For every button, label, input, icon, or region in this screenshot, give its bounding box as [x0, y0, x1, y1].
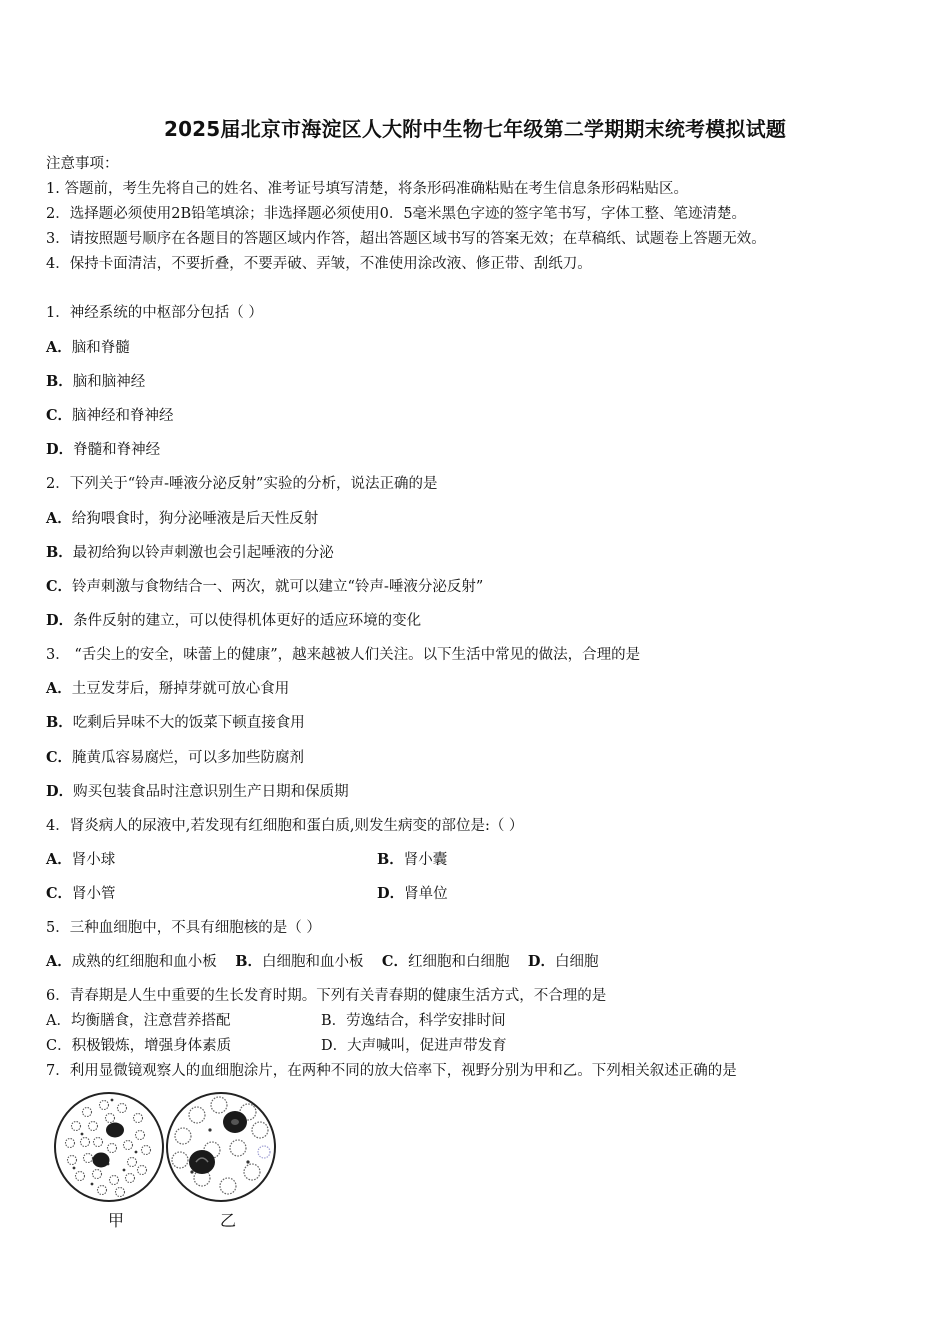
question-3-option-b: [46, 711, 305, 732]
question-3-option-a: [46, 677, 289, 698]
question-4-option-b: [377, 848, 447, 869]
question-5-options: [46, 950, 598, 971]
question-2-option-a: [46, 507, 318, 528]
blood-cell-microscope-figure: [52, 1090, 282, 1230]
question-2-stem: 2．下列关于“铃声-唾液分泌反射”实验的分析，说法正确的是: [46, 476, 438, 492]
option-text: 给狗喂食时，狗分泌唾液是后天性反射: [71, 511, 319, 527]
notice-item: 2．选择题必须使用2B铅笔填涂；非选择题必须使用0．5毫米黑色字迹的签字笔书写，字体工整、笔迹清楚。: [46, 206, 747, 222]
question-3-option-c: [46, 746, 304, 767]
option-label: C．: [381, 953, 408, 970]
option-label: B．: [377, 851, 404, 868]
option-label: A．: [46, 339, 72, 356]
question-2-option-d: [46, 609, 421, 630]
option-label: D．: [377, 885, 405, 902]
field-yi: [167, 1093, 275, 1201]
question-5-stem: 5．三种血细胞中，不具有细胞核的是（ ）: [46, 920, 321, 936]
question-1-option-b: [46, 370, 145, 391]
option-label: D．: [46, 783, 74, 800]
question-4-stem: 4．肾炎病人的尿液中,若发现有红细胞和蛋白质,则发生病变的部位是:（ ）: [46, 818, 524, 834]
option-label: D．: [46, 441, 74, 458]
option-label: A．: [46, 953, 72, 970]
option-text: 铃声刺激与食物结合一、两次，就可以建立“铃声-唾液分泌反射”: [72, 579, 484, 595]
option-text: 白细胞: [554, 954, 599, 970]
question-6-option-a: A．均衡膳食，注意营养搭配: [46, 1013, 231, 1029]
option-label: C．: [46, 749, 73, 766]
question-6-option-b: B．劳逸结合，科学安排时间: [321, 1013, 506, 1029]
question-1-option-d: [46, 438, 160, 459]
question-1-stem: 1．神经系统的中枢部分包括（ ）: [46, 305, 263, 321]
question-4-option-a: [46, 848, 115, 869]
notice-heading: 注意事项：: [46, 156, 119, 172]
option-text: 最初给狗以铃声刺激也会引起唾液的分泌: [72, 545, 334, 561]
option-label: B．: [46, 544, 73, 561]
option-text: 条件反射的建立，可以使得机体更好的适应环境的变化: [73, 613, 422, 629]
question-1-option-a: [46, 336, 130, 357]
question-3-stem: 3． “舌尖上的安全，味蕾上的健康”，越来越被人们关注。以下生活中常见的做法，合理的是: [46, 647, 641, 663]
option-text: 土豆发芽后，掰掉芽就可放心食用: [71, 681, 290, 697]
option-text: 肾小球: [71, 852, 116, 868]
notice-item: 4．保持卡面清洁，不要折叠，不要弄破、弄皱，不准使用涂改液、修正带、刮纸刀。: [46, 256, 592, 272]
notice-item: 1. 答题前，考生先将自己的姓名、准考证号填写清楚，将条形码准确粘贴在考生信息条形码粘贴区。: [46, 181, 688, 197]
option-label: A．: [46, 510, 72, 527]
option-label: B．: [46, 714, 73, 731]
figure-label-jia: 甲: [108, 1211, 125, 1230]
microscope-fields: [52, 1090, 282, 1205]
option-label: C．: [46, 578, 73, 595]
question-3-option-d: [46, 780, 349, 801]
option-text: 腌黄瓜容易腐烂，可以多加些防腐剂: [72, 750, 305, 766]
question-4-option-c: [46, 882, 116, 903]
question-6-option-d: D．大声喊叫，促进声带发育: [321, 1038, 507, 1054]
option-text: 脊髓和脊神经: [73, 442, 161, 458]
option-text: 吃剩后异味不大的饭菜下顿直接食用: [72, 715, 305, 731]
question-4-option-d: [377, 882, 448, 903]
question-6-option-c: C．积极锻炼，增强身体素质: [46, 1038, 232, 1054]
option-text: 脑和脊髓: [71, 340, 130, 356]
option-label: C．: [46, 407, 73, 424]
option-text: 成熟的红细胞和血小板: [71, 954, 217, 970]
option-text: 脑和脑神经: [72, 374, 146, 390]
question-6-stem: 6．青春期是人生中重要的生长发育时期。下列有关青春期的健康生活方式，不合理的是: [46, 988, 607, 1004]
field-jia: [55, 1093, 163, 1201]
option-text: 肾小囊: [403, 852, 448, 868]
option-label: D．: [46, 612, 74, 629]
option-label: A．: [46, 680, 72, 697]
option-text: 购买包装食品时注意识别生产日期和保质期: [73, 784, 349, 800]
option-text: 肾小管: [72, 886, 116, 902]
option-label: A．: [46, 851, 72, 868]
option-text: 白细胞和血小板: [261, 954, 364, 970]
option-label: D．: [527, 953, 555, 970]
question-2-option-c: [46, 575, 483, 596]
page-title: 2025届北京市海淀区人大附中生物七年级第二学期期末统考模拟试题: [163, 117, 787, 141]
notice-item: 3．请按照题号顺序在各题目的答题区域内作答，超出答题区域书写的答案无效；在草稿纸、试题卷上答题无效。: [46, 231, 766, 247]
option-text: 红细胞和白细胞: [407, 954, 510, 970]
option-label: C．: [46, 885, 73, 902]
figure-label-yi: 乙: [220, 1211, 237, 1230]
question-1-option-c: [46, 404, 174, 425]
question-7-stem: 7．利用显微镜观察人的血细胞涂片，在两种不同的放大倍率下，视野分别为甲和乙。下列相关叙述正确的是: [46, 1063, 737, 1079]
option-label: B．: [46, 373, 73, 390]
question-2-option-b: [46, 541, 334, 562]
option-label: B．: [235, 953, 262, 970]
option-text: 肾单位: [404, 886, 448, 902]
option-text: 脑神经和脊神经: [72, 408, 174, 424]
